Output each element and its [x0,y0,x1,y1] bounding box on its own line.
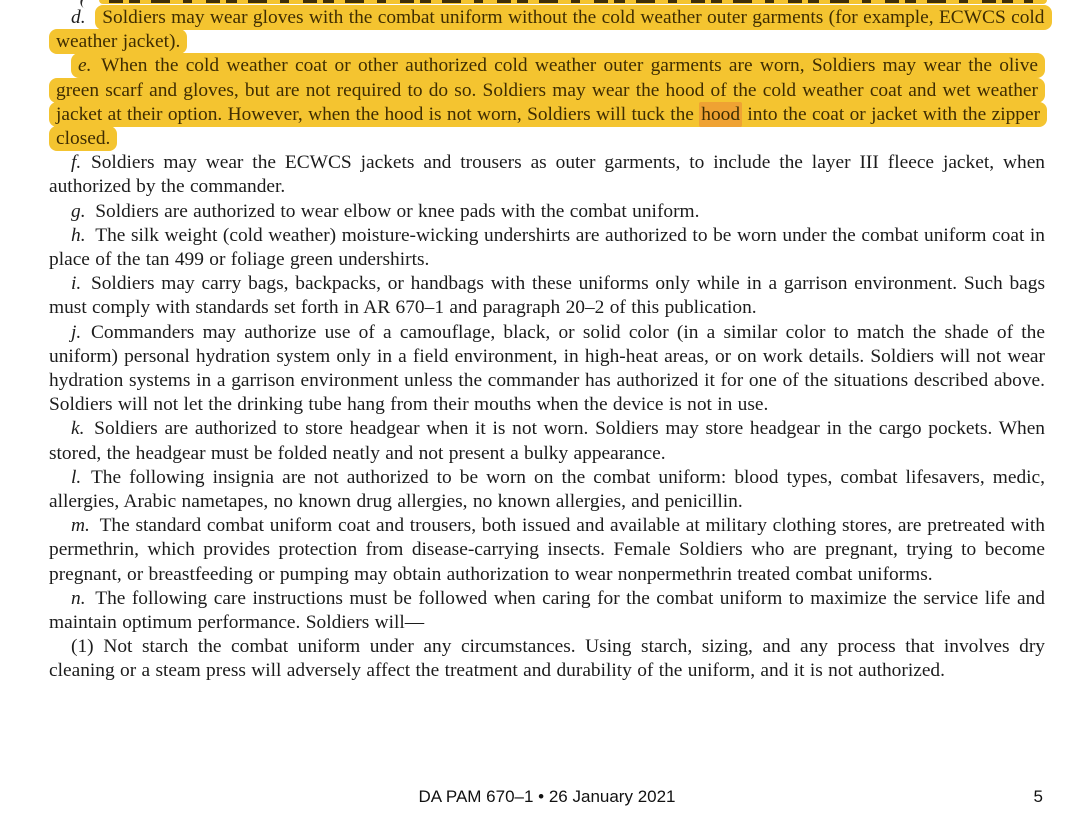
paragraph-1: (1) Not starch the combat uniform under any circumstances. Using starch, sizing, and any process that involves dry cleaning or a steam press will adversely affect the treatment and durability of the uniform, and it is not authorized. [49,636,1045,682]
paragraph-label: k. [71,418,85,440]
paragraph-j: j. Commanders may authorize use of a camouflage, black, or solid color (in a similar color to match the shade of the uniform) personal hydration system only in a field environment, in high-heat areas, or on work details. Soldiers will not wear hydration systems in a garrison environment unless the commander has authorized it for one of the situations described above. Soldiers will not let the drinking tube hang from their mouths when the device is not in use. [49,321,1045,416]
paragraph-label: g. [71,200,86,222]
search-match-highlight: hood [701,103,741,125]
paragraph-m: m. The standard combat uniform coat and trousers, both issued and available at military clothing stores, are pretreated with permethrin, which provides protection from disease-carrying insects. Female Soldiers who are pregnant, trying to become pregnant, or breastfeeding or pumping may obtain authorization to wear nonpermethrin treated combat uniforms. [49,515,1045,585]
document-body [49,6,1045,684]
footer-title: DA PAM 670–1 • 26 January 2021 [418,787,676,806]
paragraph-label: i. [71,273,82,295]
paragraph-d [49,6,1045,54]
page-number: 5 [1033,787,1043,806]
page-footer [49,787,1045,811]
cutoff-text-fragments [109,0,1033,3]
paragraph-h: h. The silk weight (cold weather) moisture-wicking undershirts are authorized to be worn under the combat uniform coat in place of the tan 499 or foliage green undershirts. [49,224,1045,271]
paragraph-label: l. [71,466,82,488]
highlight-annotation[interactable]: e. When the cold weather coat or other authorized cold weather outer garments are worn, Soldiers may wear the olive green scarf and gloves, but are not required to do so. Soldiers may wear the hood of the cold weather coat and wet weather jacket at their option. However, when the hood is not worn, Soldiers will tuck the hood into the coat or jacket with the zipper closed. [49,53,1047,151]
paragraph-g: g. Soldiers are authorized to wear elbow or knee pads with the combat uniform. [71,200,700,222]
paragraph-label: m. [71,515,90,537]
paragraph-label: d. [71,7,86,28]
cutoff-highlighted-line [99,0,1047,4]
paragraph-label: (1) [71,636,94,658]
paragraph-label: j. [71,321,82,343]
paragraph-k: k. Soldiers are authorized to store headgear when it is not worn. Soldiers may store headgear in the cargo pockets. When stored, the headgear must be folded neatly and not present a bulky appearance. [49,418,1045,464]
paragraph-f: f. Soldiers may wear the ECWCS jackets and trousers as outer garments, to include the layer III fleece jacket, when authorized by the commander. [49,152,1045,198]
paragraph-label: f. [71,152,82,174]
paragraph-l: l. The following insignia are not authorized to be worn on the combat uniform: blood types, combat lifesavers, medic, allergies, Arabic nametapes, no known drug allergies, no known allergies, and penicillin. [49,466,1045,513]
paragraph-label: h. [71,224,86,246]
paragraph-label: e. [78,55,92,77]
paragraph-label: n. [71,587,86,609]
highlight-annotation[interactable]: Soldiers may wear gloves with the combat uniform without the cold weather outer garments (for example, ECWCS cold weather jacket). [49,5,1052,54]
paragraph-i: i. Soldiers may carry bags, backpacks, or handbags with these uniforms only while in a garrison environment. Such bags must comply with standards set forth in AR 670–1 and paragraph 20–2 of this publication. [49,273,1045,319]
paragraph-e [49,54,1045,151]
paragraph-n: n. The following care instructions must be followed when caring for the combat uniform to maximize the service life and maintain optimum performance. Soldiers will— [49,587,1045,634]
